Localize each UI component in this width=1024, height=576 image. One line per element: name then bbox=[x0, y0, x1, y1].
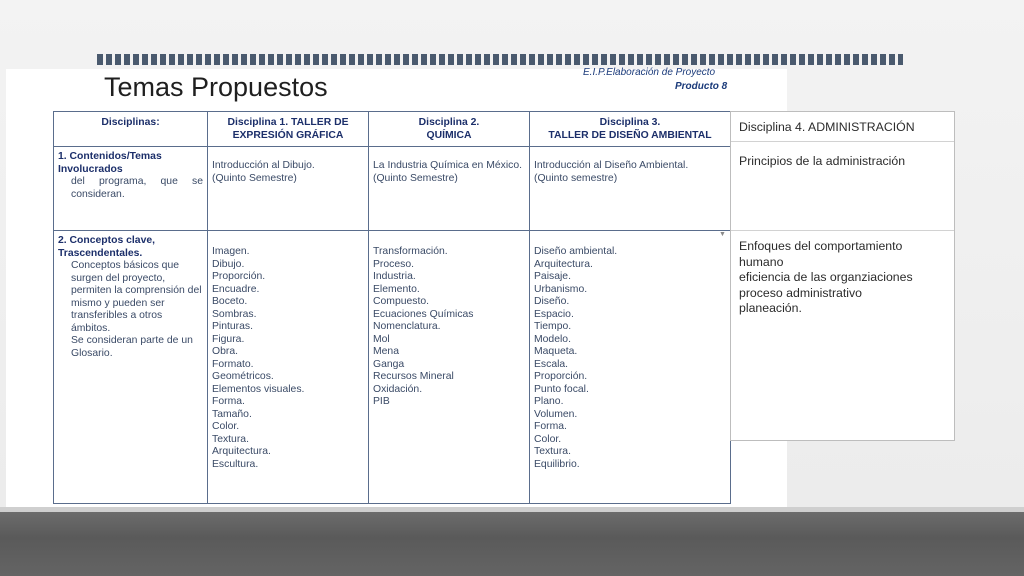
header-disciplina-3: Disciplina 3. TALLER DE DISEÑO AMBIENTAL bbox=[530, 112, 731, 147]
cell-text: Transformación. Proceso. Industria. Elemento. Compuesto. Ecuaciones Químicas Nomenclatura. Mol Mena Ganga Recursos Mineral Oxidación. PIB bbox=[373, 246, 474, 407]
row-label-cell bbox=[54, 231, 208, 504]
panel-topic-line: eficiencia de las organziaciones bbox=[739, 270, 913, 284]
cell-text: La Industria Química en México. (Quinto Semestre) bbox=[373, 160, 523, 184]
cell-text: Introducción al Dibujo. (Quinto Semestre) bbox=[212, 160, 315, 184]
panel-topic-line: humano bbox=[739, 254, 784, 269]
panel-row-principles: Principios de la administración bbox=[731, 142, 954, 231]
row-sublabel: del programa, que se consideran. bbox=[71, 176, 203, 200]
header-disciplinas: Disciplinas: bbox=[54, 112, 208, 147]
header-disciplina-1: Disciplina 1. TALLER DE EXPRESIÓN GRÁFICA bbox=[208, 112, 369, 147]
topics-table bbox=[53, 111, 731, 504]
table-header-row bbox=[54, 112, 731, 147]
decorative-dash-bar bbox=[97, 54, 903, 65]
row-label: 1. Contenidos/Temas Involucrados bbox=[58, 151, 162, 175]
panel-row-title: Disciplina 4. ADMINISTRACIÓN bbox=[731, 112, 954, 142]
floor-background bbox=[0, 512, 1024, 576]
header-disciplina-2: Disciplina 2. QUÍMICA bbox=[369, 112, 530, 147]
panel-topic-line: proceso administrativo bbox=[739, 285, 863, 300]
header-course-label: E.I.P.Elaboración de Proyecto bbox=[583, 67, 716, 78]
row-label: 2. Conceptos clave, Trascendentales. bbox=[58, 235, 156, 259]
dropdown-arrow-icon: ▼ bbox=[719, 231, 726, 238]
cell-text: Imagen. Dibujo. Proporción. Encuadre. Boceto. Sombras. Pinturas. Figura. Obra. Formato. Geométricos. Elementos visuales. Forma. Tamaño. Color. Textura. Arquitectura. Escultura. bbox=[212, 246, 305, 470]
row-sublabel: Conceptos básicos que surgen del proyecto, permiten la comprensión del mismo y pueden ser transferibles a otros ámbitos. Se consideran parte de un Glosario. bbox=[71, 260, 202, 359]
page-title: Temas Propuestos bbox=[104, 72, 328, 102]
table-cell bbox=[208, 231, 369, 504]
table-cell bbox=[369, 231, 530, 504]
header-product-label: Producto 8 bbox=[675, 81, 728, 92]
table-cell bbox=[530, 147, 731, 231]
discipline-4-panel bbox=[730, 111, 955, 441]
cell-text: Introducción al Diseño Ambiental. (Quinto semestre) bbox=[534, 160, 689, 184]
row-label-cell bbox=[54, 147, 208, 231]
table-row bbox=[54, 147, 731, 231]
panel-row-topics bbox=[731, 231, 954, 317]
cell-text: Diseño ambiental. Arquitectura. Paisaje. Urbanismo. Diseño. Espacio. Tiempo. Modelo. Maqueta. Escala. Proporción. Punto focal. Plano. Volumen. Forma. Color. Textura. Equilibrio. bbox=[534, 246, 618, 470]
table-cell bbox=[369, 147, 530, 231]
panel-topic-line: planeación. bbox=[739, 301, 802, 315]
table-cell bbox=[530, 231, 731, 504]
panel-topic-line: Enfoques del comportamiento bbox=[739, 239, 903, 253]
table-cell bbox=[208, 147, 369, 231]
table-row bbox=[54, 231, 731, 504]
